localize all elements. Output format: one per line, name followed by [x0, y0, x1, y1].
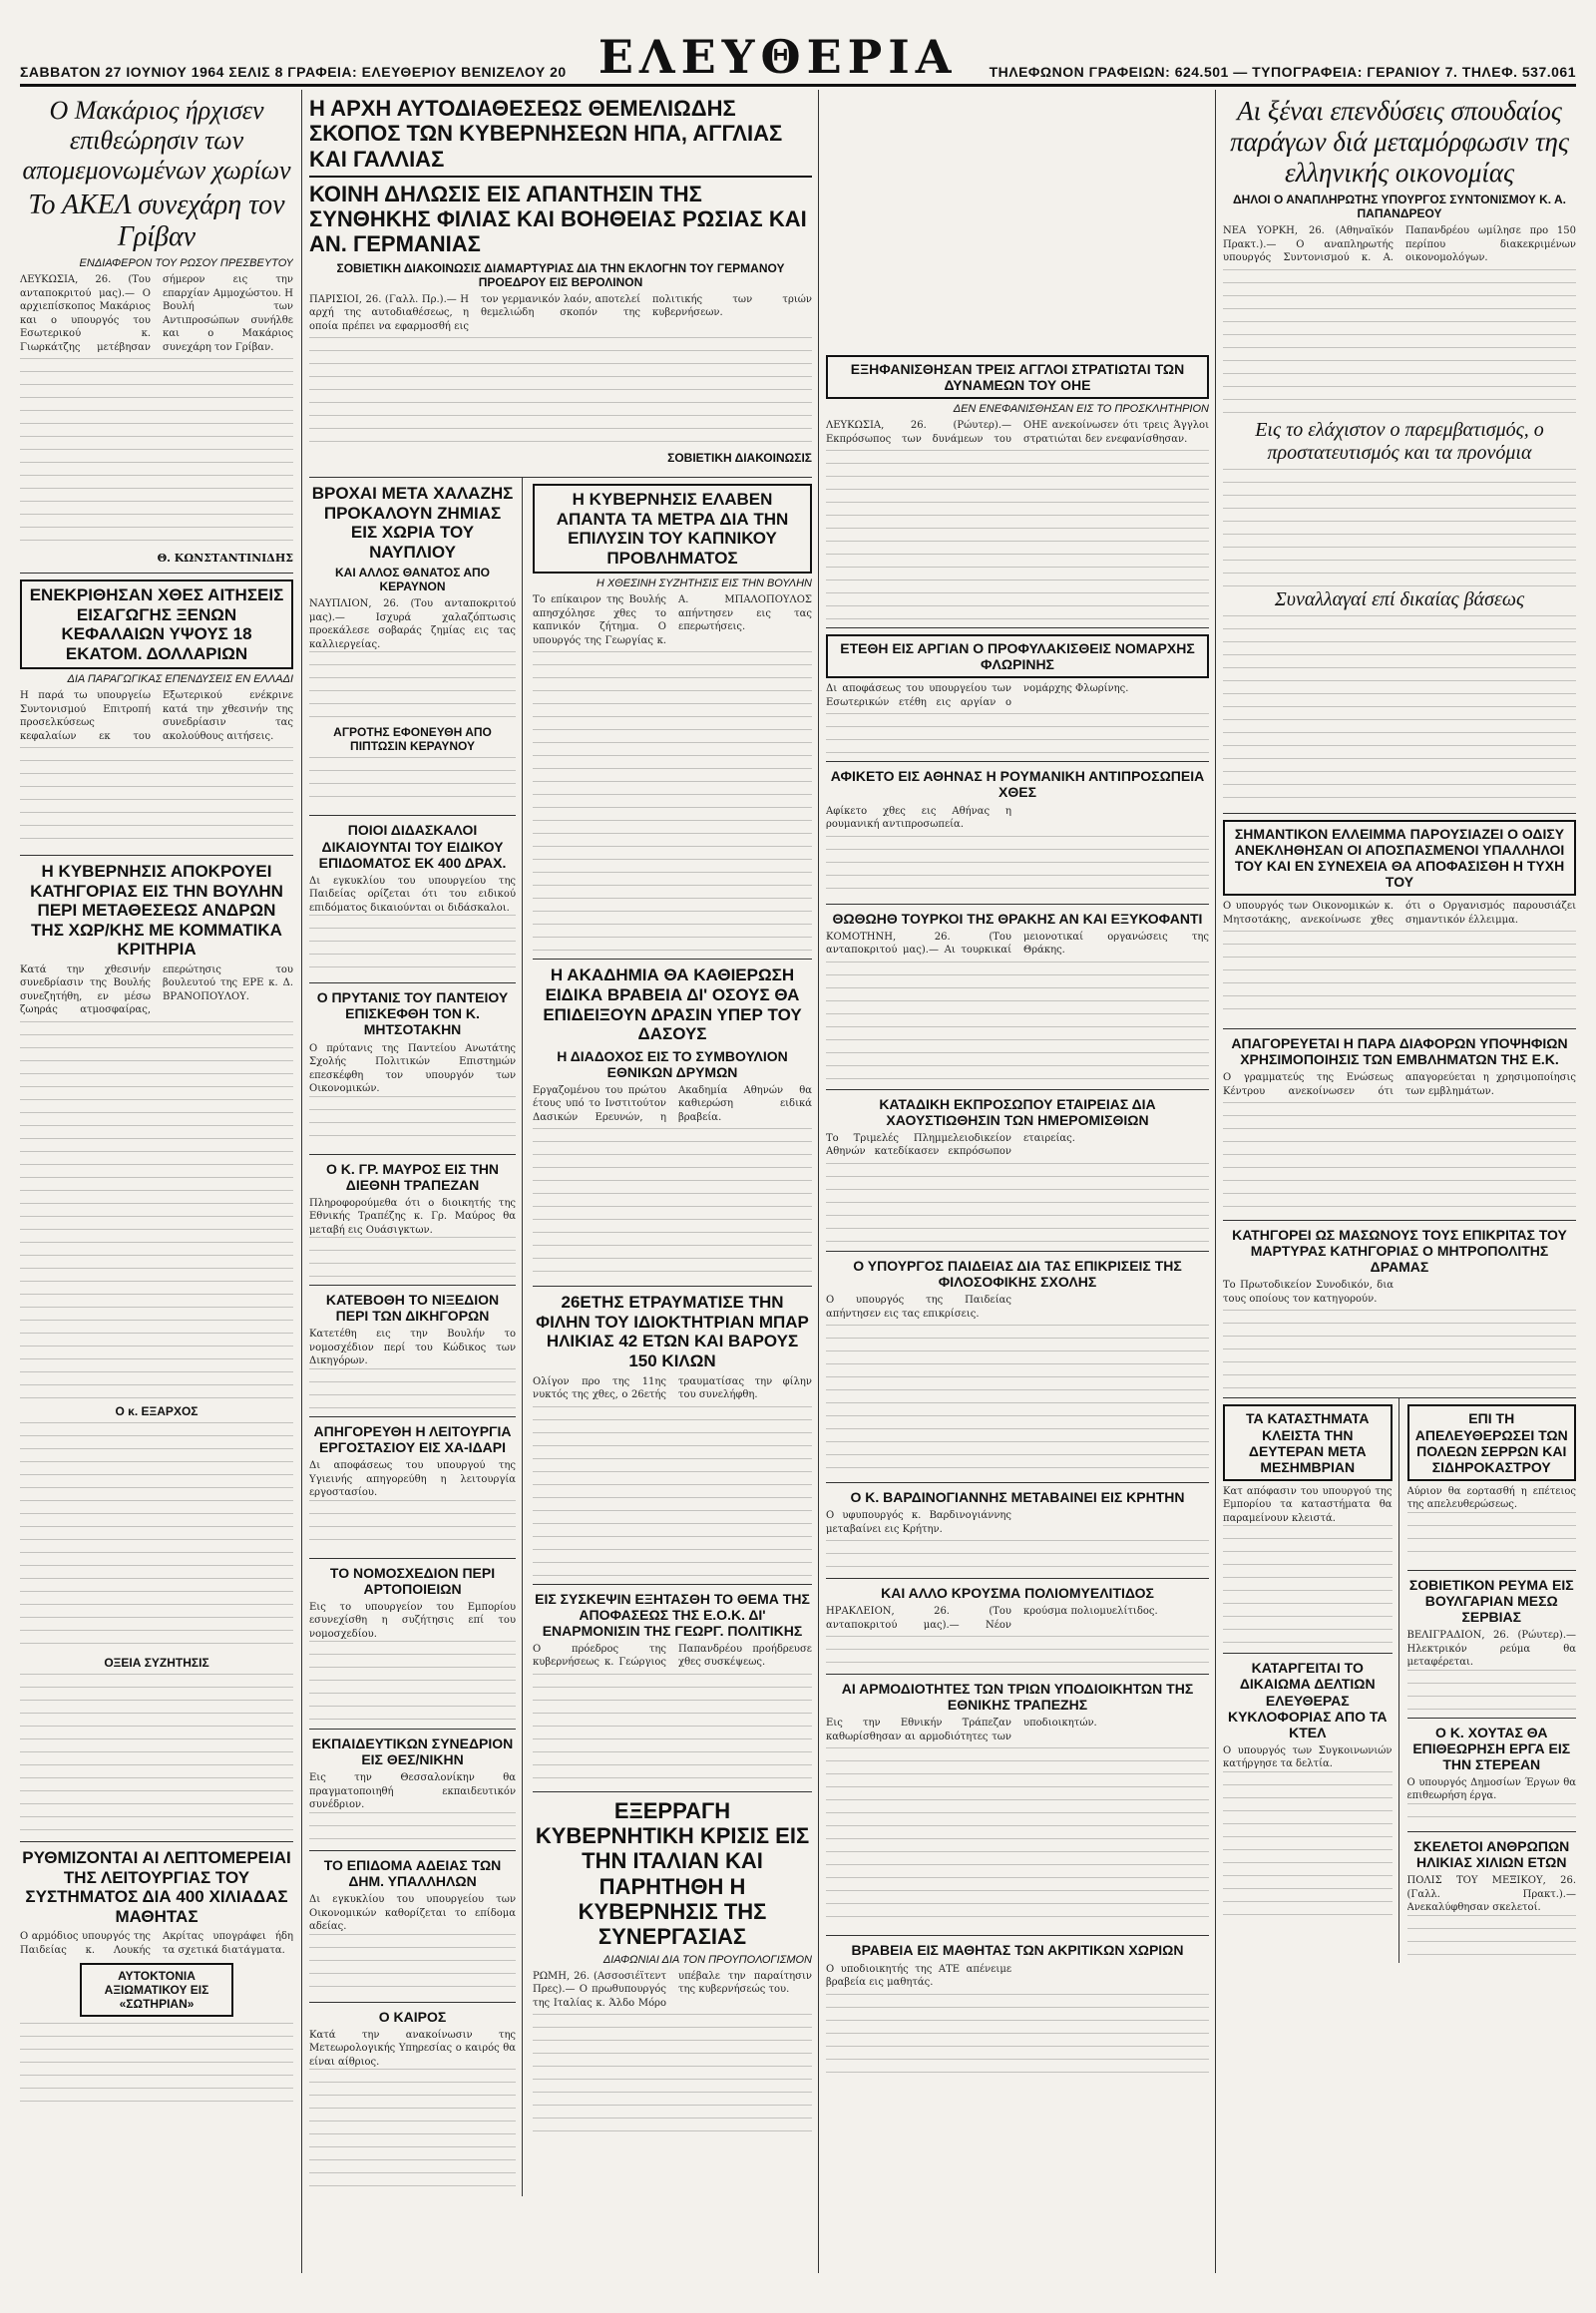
article-government-rejects-body: Κατά την χθεσινήν συνεδρίασιν της Βουλής συνεζητήθη, εν μέσω ζωηράς ατμοσφαίρας, επερώτησις του βουλευτού της ΕΡΕ κ. Δ. ΒΡΑΝΟΠΟΥΛΟΥ. [20, 964, 293, 1016]
article-foreign-capital [20, 574, 293, 856]
article-student-awards-headline: ΒΡΑΒΕΙΑ ΕΙΣ ΜΑΘΗΤΑΣ ΤΩΝ ΑΚΡΙΤΙΚΩΝ ΧΩΡΙΩΝ [851, 1942, 1184, 1959]
article-government-rejects-crosshead-2: ΟΞΕΙΑ ΣΥΖΗΤΗΣΙΣ [104, 1655, 209, 1670]
article-national-bank [826, 1675, 1209, 1936]
article-eec-headline: ΕΙΣ ΣΥΣΚΕΨΙΝ ΕΞΗΤΑΣΘΗ ΤΟ ΘΕΜΑ ΤΗΣ ΑΠΟΦΑΣΕΩΣ ΤΗΣ Ε.Ο.Κ. ΔΙ' ΕΝΑΡΜΟΝΙΣΙΝ ΤΗΣ ΓΕΩΡΓ. ΠΟΛΙΤΙΚΗΣ [535, 1590, 810, 1639]
article-school-system [20, 1842, 293, 2111]
article-weather [309, 2003, 516, 2197]
article-foreign-investment-headline: Αι ξέναι επενδύσεις σπουδαίος παράγων διά μεταμόρφωσιν της ελληνικής οικονομίας [1230, 96, 1569, 189]
article-tobacco-headline: Η ΚΥΒΕΡΝΗΣΙΣ ΕΛΑΒΕΝ ΑΠΑΝΤΑ ΤΑ ΜΕΤΡΑ ΔΙΑ ΤΗΝ ΕΠΙΛΥΣΙΝ ΤΟΥ ΚΑΠΝΙΚΟΥ ΠΡΟΒΛΗΜΑΤΟΣ [533, 484, 812, 574]
article-factory [309, 1417, 516, 1559]
article-polio [826, 1579, 1209, 1675]
article-congress [309, 1730, 516, 1851]
column-2-split [309, 478, 812, 2196]
article-foreign-capital-body: Η παρά τω υπουργείω Συντονισμού Επιτροπή προσελκύσεως κεφαλαίων εκ του Εξωτερικού ενέκρινε κατά την χθεσινήν της συνεδρίασιν τας ακολούθους αιτήσεις. [20, 690, 293, 742]
article-thrace-body: ΚΟΜΟΤΗΝΗ, 26. (Του ανταποκριτού μας).— Αι τουρκικαί μειονοτικαί οργανώσεις της Θράκης. [826, 931, 1209, 957]
article-polio-headline: ΚΑΙ ΑΛΛΟ ΚΡΟΥΣΜΑ ΠΟΛΙΟΜΥΕΛΙΤΙΔΟΣ [881, 1585, 1154, 1602]
column-2 [309, 90, 812, 2273]
column-2a [309, 478, 523, 2196]
article-lawyers-headline: ΚΑΤΕΒΟΘΗ ΤΟ ΝΙΞΕΔΙΟΝ ΠΕΡΙ ΤΩΝ ΔΙΚΗΓΟΡΩΝ [325, 1292, 500, 1325]
article-academy [533, 960, 812, 1287]
article-education-minister-headline: Ο ΥΠΟΥΡΓΟΣ ΠΑΙΔΕΙΑΣ ΔΙΑ ΤΑΣ ΕΠΙΚΡΙΣΕΙΣ ΤΗΣ ΦΙΛΟΣΟΦΙΚΗΣ ΣΧΟΛΗΣ [853, 1257, 1182, 1290]
article-national-bank-headline: ΑΙ ΑΡΜΟΔΙΟΤΗΤΕΣ ΤΩΝ ΤΡΙΩΝ ΥΠΟΔΙΟΙΚΗΤΩΝ ΤΗΣ ΕΘΝΙΚΗΣ ΤΡΑΠΕΖΗΣ [841, 1681, 1194, 1714]
masthead-phone-line: ΤΗΛΕΦΩΝΟΝ ΓΡΑΦΕΙΩΝ: 624.501 — ΤΥΠΟΓΡΑΦΕΙΑ: ΓΕΡΑΝΙΟΥ 7. ΤΗΛΕΦ. 537.061 [989, 64, 1576, 80]
article-makarios-subhead: ΕΝΔΙΑΦΕΡΟΝ ΤΟΥ ΡΩΣΟΥ ΠΡΕΣΒΕΥΤΟΥ [79, 257, 293, 270]
column-1 [20, 90, 293, 2273]
article-lawyers [309, 1286, 516, 1417]
article-odisy-body: Ο υπουργός των Οικονομικών κ. Μητσοτάκης, ανεκοίνωσε χθες ότι ο Οργανισμός παρουσιάζει σημαντικόν έλλειμμα. [1223, 901, 1576, 926]
article-prefect-headline: ΕΤΕΘΗ ΕΙΣ ΑΡΓΙΑΝ Ο ΠΡΟΦΥΛΑΚΙΣΘΕΙΣ ΝΟΜΑΡΧΗΣ ΦΛΩΡΙΝΗΣ [826, 634, 1209, 678]
article-congress-headline: ΕΚΠΑΙΔΕΥΤΙΚΩΝ ΣΥΝΕΔΡΙΟΝ ΕΙΣ ΘΕΣ/ΝΙΚΗΝ [311, 1735, 514, 1768]
article-ktel-headline: ΚΑΤΑΡΓΕΙΤΑΙ ΤΟ ΔΙΚΑΙΩΜΑ ΔΕΛΤΙΩΝ ΕΛΕΥΘΕΡΑΣ ΚΥΚΛΟΦΟΡΙΑΣ ΑΠΟ ΤΑ ΚΤΕΛ [1227, 1660, 1388, 1740]
article-emblems-body: Ο γραμματεύς της Ενώσεως Κέντρου ανεκοίνωσεν ότι απαγορεύεται η χρησιμοποίησις των εμβλημάτων. [1223, 1072, 1576, 1097]
masthead [20, 20, 1576, 87]
column-2b [533, 478, 812, 2196]
article-foreign-capital-subhead: ΔΙΑ ΠΑΡΑΓΩΓΙΚΑΣ ΕΠΕΝΔΥΣΕΙΣ ΕΝ ΕΛΛΑΔΙ [67, 673, 293, 686]
article-serres [1407, 1398, 1577, 1570]
article-masons [1223, 1221, 1576, 1398]
article-weather-headline: Ο ΚΑΙΡΟΣ [378, 2008, 447, 2025]
article-school-system-headline: ΡΥΘΜΙΖΟΝΤΑΙ ΑΙ ΛΕΠΤΟΜΕΡΕΙΑΙ ΤΗΣ ΛΕΙΤΟΥΡΓΙΑΣ ΤΟΥ ΣΥΣΤΗΜΑΤΟΣ ΔΙΑ 400 ΧΙΛΙΑΔΑΣ ΜΑΘΗΤΑΣ [22, 1847, 291, 1926]
article-foreign-investment-crosshead-2: Συναλλαγαί επί δικαίας βάσεως [1274, 587, 1525, 610]
article-conviction [826, 1090, 1209, 1252]
article-tobacco [533, 478, 812, 960]
article-bar-owner-headline: 26ΕΤΗΣ ΕΤΡΑΥΜΑΤΙΣΕ ΤΗΝ ΦΙΛΗΝ ΤΟΥ ΙΔΙΟΚΤΗΤΡΙΑΝ ΜΠΑΡ ΗΛΙΚΙΑΣ 42 ΕΤΩΝ ΚΑΙ ΒΑΡΟΥΣ 150 ΚΙΛΩΝ [536, 1293, 809, 1370]
article-academy-body: Εργαζομένου του πρώτου έτους υπό το Ινστιτούτον Δασικών Ερευνών, η Ακαδημία Αθηνών θα καθιερώση ειδικά βραβεία. [533, 1084, 812, 1123]
column-rule [818, 90, 819, 2273]
article-hail-crosshead: ΑΓΡΟΤΗΣ ΕΦΟΝΕΥΘΗ ΑΠΟ ΠΙΠΤΩΣΙΝ ΚΕΡΑΥΝΟΥ [333, 725, 492, 754]
article-tobacco-body: Το επίκαιρον της Βουλής απησχόλησε χθες το καπνικόν ζήτημα. Ο υπουργός της Γεωργίας κ. Α. ΜΠΑΛΟΠΟΥΛΟΣ απήντησεν εις τας επερωτήσεις. [533, 594, 812, 646]
article-soviet-power [1407, 1571, 1577, 1719]
article-vardinogiannis [826, 1483, 1209, 1579]
article-ktel [1223, 1654, 1393, 1928]
article-mavros [309, 1155, 516, 1287]
article-teachers-body: Δι εγκυκλίου του υπουργείου της Παιδείας ορίζεται ότι του ειδικού επιδόματος δικαιούνται οι διδάσκαλοι. [309, 875, 517, 914]
article-romanian-delegation-headline: ΑΦΙΚΕΤΟ ΕΙΣ ΑΘΗΝΑΣ Η ΡΟΥΜΑΝΙΚΗ ΑΝΤΙΠΡΟΣΩΠΕΙΑ ΧΘΕΣ [830, 768, 1205, 801]
article-odisy [1223, 814, 1576, 1029]
column-rule [1215, 90, 1216, 2273]
article-bar-owner-body: Ολίγον προ της 11ης νυκτός της χθες, ο 26ετής τραυματίσας την φίλην του συνελήφθη. [533, 1375, 812, 1401]
article-italy-crisis-subhead: ΔΙΑΦΩΝΙΑΙ ΔΙΑ ΤΟΝ ΠΡΟΥΠΟΛΟΓΙΣΜΟΝ [602, 1953, 812, 1966]
article-emblems [1223, 1029, 1576, 1221]
article-skeletons [1407, 1832, 1577, 1963]
article-ktel-body: Ο υπουργός των Συγκοινωνιών κατήργησε τα δελτία. [1223, 1744, 1393, 1770]
article-government-rejects-crosshead: Ο κ. ΕΞΑΡΧΟΣ [115, 1403, 199, 1418]
article-bar-owner [533, 1287, 812, 1584]
column-5b [1407, 1398, 1577, 1962]
article-shops-closed-headline: ΤΑ ΚΑΤΑΣΤΗΜΑΤΑ ΚΛΕΙΣΤΑ ΤΗΝ ΔΕΥΤΕΡΑΝ ΜΕΤΑ ΜΕΣΗΜΒΡΙΑΝ [1223, 1404, 1393, 1480]
lead-headline: Η ΑΡΧΗ ΑΥΤΟΔΙΑΘΕΣΕΩΣ ΘΕΜΕΛΙΩΔΗΣ ΣΚΟΠΟΣ ΤΩΝ ΚΥΒΕΡΝΗΣΕΩΝ ΗΠΑ, ΑΓΓΛΙΑΣ ΚΑΙ ΓΑΛΛΙΑΣ [309, 96, 783, 172]
article-academy-headline-2: Η ΔΙΑΔΟΧΟΣ ΕΙΣ ΤΟ ΣΥΜΒΟΥΛΙΟΝ ΕΘΝΙΚΩΝ ΔΡΥΜΩΝ [557, 1047, 788, 1080]
article-eec-body: Ο πρόεδρος της κυβερνήσεως κ. Γεώργιος Παπανδρέου προήδρευσε χθες συσκέψεως. [533, 1643, 812, 1669]
article-teachers [309, 816, 516, 983]
page-columns [20, 90, 1576, 2273]
article-academy-headline: Η ΑΚΑΔΗΜΙΑ ΘΑ ΚΑΘΙΕΡΩΣΗ ΕΙΔΙΚΑ ΒΡΑΒΕΙΑ ΔΙ' ΟΣΟΥΣ ΘΑ ΕΠΙΔΕΙΞΟΥΝ ΔΡΑΣΙΝ ΥΠΕΡ ΤΟΥ ΔΑΣΟΥΣ [543, 965, 802, 1044]
article-school-system-body: Ο αρμόδιος υπουργός της Παιδείας κ. Λουκής Ακρίτας υπογράφει ήδη τα σχετικά διατάγματα. [20, 1931, 293, 1956]
article-shops-closed-body: Κατ απόφασιν του υπουργού της Εμπορίου τα καταστήματα θα παραμείνουν κλειστά. [1223, 1485, 1393, 1524]
article-soldiers-subhead: ΔΕΝ ΕΝΕΦΑΝΙΣΘΗΣΑΝ ΕΙΣ ΤΟ ΠΡΟΣΚΛΗΤΗΡΙΟΝ [953, 403, 1209, 416]
article-government-rejects [20, 856, 293, 1842]
article-romanian-delegation [826, 762, 1209, 904]
article-factory-headline: ΑΠΗΓΟΡΕΥΘΗ Η ΛΕΙΤΟΥΡΓΙΑ ΕΡΓΟΣΤΑΣΙΟΥ ΕΙΣ ΧΑ-ΙΔΑΡΙ [313, 1422, 512, 1455]
article-houtas-headline: Ο Κ. ΧΟΥΤΑΣ ΘΑ ΕΠΙΘΕΩΡΗΣΗ ΕΡΓΑ ΕΙΣ ΤΗΝ ΣΤΕΡΕΑΝ [1412, 1724, 1571, 1772]
article-odisy-headline: ΣΗΜΑΝΤΙΚΟΝ ΕΛΛΕΙΜΜΑ ΠΑΡΟΥΣΙΑΖΕΙ Ο ΟΔΙΣΥ ΑΝΕΚΛΗΘΗΣΑΝ ΟΙ ΑΠΟΣΠΑΣΜΕΝΟΙ ΥΠΑΛΛΗΛΟΙ ΤΟΥ ΚΑΙ ΕΝ ΣΥΝΕΧΕΙΑ ΘΑ ΑΠΟΦΑΣΙΣΘΗ Η ΤΥΧΗ ΤΟΥ [1223, 820, 1576, 896]
article-mavros-body: Πληροφορούμεθα ότι ο διοικητής της Εθνικής Τραπέζης κ. Γρ. Μαύρος θα μεταβή εις Ουάσιγκτων. [309, 1197, 517, 1236]
article-eec [533, 1585, 812, 1792]
article-hail-headline: ΒΡΟΧΑΙ ΜΕΤΑ ΧΑΛΑΖΗΣ ΠΡΟΚΑΛΟΥΝ ΖΗΜΙΑΣ ΕΙΣ ΧΩΡΙΑ ΤΟΥ ΝΑΥΠΛΙΟΥ [311, 484, 514, 562]
article-foreign-investment-crosshead: Εις το ελάχιστον ο παρεμβατισμός, ο προστατευτισμός και τα προνόμια [1255, 418, 1544, 464]
article-soviet-power-headline: ΣΟΒΙΕΤΙΚΟΝ ΡΕΥΜΑ ΕΙΣ ΒΟΥΛΓΑΡΙΑΝ ΜΕΣΩ ΣΕΡΒΙΑΣ [1408, 1576, 1574, 1626]
article-foreign-investment [1223, 90, 1576, 814]
article-emblems-headline: ΑΠΑΓΟΡΕΥΕΤΑΙ Η ΠΑΡΑ ΔΙΑΦΟΡΩΝ ΥΠΟΨΗΦΙΩΝ ΧΡΗΣΙΜΟΠΟΙΗΣΙΣ ΤΩΝ ΕΜΒΛΗΜΑΤΩΝ ΤΗΣ Ε.Κ. [1231, 1035, 1568, 1068]
article-conviction-body: Το Τριμελές Πλημμελειοδικείον Αθηνών κατεδίκασεν εκπρόσωπον εταιρείας. [826, 1132, 1075, 1158]
column-5 [1223, 90, 1576, 2273]
article-thrace [826, 905, 1209, 1090]
article-foreign-investment-subhead: ΔΗΛΟΙ Ο ΑΝΑΠΛΗΡΩΤΗΣ ΥΠΟΥΡΓΟΣ ΣΥΝΤΟΝΙΣΜΟΥ Κ. Α. ΠΑΠΑΝΔΡΕΟΥ [1233, 193, 1566, 221]
article-teachers-headline: ΠΟΙΟΙ ΔΙΔΑΣΚΑΛΟΙ ΔΙΚΑΙΟΥΝΤΑΙ ΤΟΥ ΕΙΔΙΚΟΥ ΕΠΙΔΟΜΑΤΟΣ ΕΚ 400 ΔΡΑΧ. [318, 822, 507, 871]
article-education-minister-body: Ο υπουργός της Παιδείας απήντησεν εις τας επικρίσεις. [826, 1295, 1011, 1320]
article-bakeries-body: Εις το υπουργείον του Εμπορίου εσυνεχίσθη η συζήτησις επί του νομοσχεδίου. [309, 1601, 517, 1640]
article-panteion-body: Ο πρύτανις της Παντείου Ανωτάτης Σχολής Πολιτικών Επιστημών επεσκέφθη τον υπουργόν των Οικονομικών. [309, 1042, 517, 1095]
article-weather-body: Κατά την ανακοίνωσιν της Μετεωρολογικής Υπηρεσίας ο καιρός θα είναι αίθριος. [309, 2029, 517, 2068]
article-hail [309, 478, 516, 816]
article-government-rejects-headline: Η ΚΥΒΕΡΝΗΣΙΣ ΑΠΟΚΡΟΥΕΙ ΚΑΤΗΓΟΡΙΑΣ ΕΙΣ ΤΗΝ ΒΟΥΛΗΝ ΠΕΡΙ ΜΕΤΑΘΕΣΕΩΣ ΑΝΔΡΩΝ ΤΗΣ ΧΩΡ/ΚΗΣ ΜΕ ΚΟΜΜΑΤΙΚΑ ΚΡΙΤΗΡΙΑ [30, 862, 283, 960]
article-serres-body: Αύριον θα εορτασθή η επέτειος της απελευθερώσεως. [1406, 1485, 1576, 1511]
article-makarios-signature: Θ. ΚΩΝΣΤΑΝΤΙΝΙΔΗΣ [157, 552, 293, 566]
article-panteion [309, 983, 516, 1154]
masthead-date-line: ΣΑΒΒΑΤΟΝ 27 ΙΟΥΝΙΟΥ 1964 ΣΕΛΙΣ 8 ΓΡΑΦΕΙΑ: ΕΛΕΥΘΕΡΙΟΥ ΒΕΝΙΖΕΛΟΥ 20 [20, 64, 567, 80]
article-leave-allowance [309, 1851, 516, 2003]
article-houtas [1407, 1719, 1577, 1832]
newspaper-page [20, 20, 1576, 2273]
article-hail-body: ΝΑΥΠΛΙΟΝ, 26. (Του ανταποκριτού μας).— Ισχυρά χαλαζόπτωσις προεκάλεσε σοβαράς ζημίας εις τας καλλιεργείας. [309, 598, 517, 650]
article-mavros-headline: Ο Κ. ΓΡ. ΜΑΥΡΟΣ ΕΙΣ ΤΗΝ ΔΙΕΘΝΗ ΤΡΑΠΕΖΑΝ [325, 1160, 500, 1193]
article-factory-body: Δι αποφάσεως του υπουργού της Υγιεινής απηγορεύθη η λειτουργία εργοστασίου. [309, 1460, 517, 1499]
article-foreign-capital-headline: ΕΝΕΚΡΙΘΗΣΑΝ ΧΘΕΣ ΑΙΤΗΣΕΙΣ ΕΙΣΑΓΩΓΗΣ ΞΕΝΩΝ ΚΕΦΑΛΑΙΩΝ ΥΨΟΥΣ 18 ΕΚΑΤΟΜ. ΔΟΛΛΑΡΙΩΝ [20, 579, 293, 669]
article-romanian-delegation-body: Αφίκετο χθες εις Αθήνας η ρουμανική αντιπροσωπεία. [826, 805, 1011, 831]
article-leave-allowance-body: Δι εγκυκλίου του υπουργείου των Οικονομικών καθορίζεται το επίδομα αδείας. [309, 1894, 517, 1933]
article-soldiers-body: ΛΕΥΚΩΣΙΑ, 26. (Ρώυτερ).— Εκπρόσωπος των δυνάμεων του ΟΗΕ ανεκοίνωσεν ότι τρεις Άγγλοι στρατιώται δεν ενεφανίσθησαν. [826, 420, 1209, 445]
article-makarios-body: ΛΕΥΚΩΣΙΑ, 26. (Του ανταποκριτού μας).— Ο αρχιεπίσκοπος Μακάριος και ο υπουργός του Εσωτερικού κ. Γιωρκάτζης μετέβησαν σήμερον εις την επαρχίαν Αμμοχώστου. Η Βουλή των Αντιπροσώπων συνήλθε και ο Μακάριος συνεχάρη τον Γρίβαν. [20, 274, 293, 353]
article-tobacco-subhead: Η ΧΘΕΣΙΝΗ ΣΥΖΗΤΗΣΙΣ ΕΙΣ ΤΗΝ ΒΟΥΛΗΝ [596, 578, 812, 590]
article-lead-self-determination [309, 90, 812, 478]
article-lawyers-body: Κατετέθη εις την Βουλήν το νομοσχέδιον περί του Κώδικος των Δικηγόρων. [309, 1329, 517, 1367]
article-makarios-headline-2: Το ΑΚΕΛ συνεχάρη τον Γρίβαν [28, 189, 285, 252]
lead-crosshead: ΣΟΒΙΕΤΙΚΗ ΔΙΑΚΟΙΝΩΣΙΣ [667, 451, 812, 466]
article-panteion-headline: Ο ΠΡΥΤΑΝΙΣ ΤΟΥ ΠΑΝΤΕΙΟΥ ΕΠΙΣΚΕΦΘΗ ΤΟΝ Κ. ΜΗΤΣΟΤΑΚΗΝ [316, 989, 509, 1038]
article-hail-subhead: ΚΑΙ ΑΛΛΟΣ ΘΑΝΑΤΟΣ ΑΠΟ ΚΕΡΑΥΝΟΝ [335, 566, 491, 594]
article-soldiers [826, 349, 1209, 628]
article-conviction-headline: ΚΑΤΑΔΙΚΗ ΕΚΠΡΟΣΩΠΟΥ ΕΤΑΙΡΕΙΑΣ ΔΙΑ ΧΑΟΥΣΤΙΩΘΗΣΙΝ ΤΩΝ ΗΜΕΡΟΜΙΣΘΙΩΝ [879, 1095, 1156, 1128]
article-houtas-body: Ο υπουργός Δημοσίων Έργων θα επιθεωρήση έργα. [1406, 1776, 1576, 1802]
article-bakeries [309, 1559, 516, 1731]
article-italy-crisis-body: ΡΩΜΗ, 26. (Ασσοσιέϊτεντ Πρες).— Ο πρωθυπουργός της Ιταλίας κ. Άλδο Μόρο υπέβαλε την παραίτησιν της κυβερνήσεώς του. [533, 1970, 812, 2009]
column-5a [1223, 1398, 1399, 1962]
column-5-split [1223, 1398, 1576, 1962]
lead-subhead: ΣΟΒΙΕΤΙΚΗ ΔΙΑΚΟΙΝΩΣΙΣ ΔΙΑΜΑΡΤΥΡΙΑΣ ΔΙΑ ΤΗΝ ΕΚΛΟΓΗΝ ΤΟΥ ΓΕΡΜΑΝΟΥ ΠΡΟΕΔΡΟΥ ΕΙΣ ΒΕΡΟΛΙΝΟΝ [336, 260, 785, 289]
article-student-awards [826, 1936, 1209, 2081]
article-skeletons-headline: ΣΚΕΛΕΤΟΙ ΑΝΘΡΩΠΩΝ ΗΛΙΚΙΑΣ ΧΙΛΙΩΝ ΕΤΩΝ [1413, 1837, 1570, 1871]
article-vardinogiannis-headline: Ο Κ. ΒΑΡΔΙΝΟΓΙΑΝΝΗΣ ΜΕΤΑΒΑΙΝΕΙ ΕΙΣ ΚΡΗΤΗΝ [850, 1489, 1185, 1506]
article-foreign-investment-body: ΝΕΑ ΥΟΡΚΗ, 26. (Αθηναϊκόν Πρακτ.).— Ο αναπληρωτής υπουργός Συντονισμού κ. Α. Παπανδρέου ωμίλησε προ 150 περίπου διακεκριμένων οικονομολόγων. [1223, 225, 1576, 264]
column-rule [301, 90, 302, 2273]
article-masons-headline: ΚΑΤΗΓΟΡΕΙ ΩΣ ΜΑΣΩΝΟΥΣ ΤΟΥΣ ΕΠΙΚΡΙΤΑΣ ΤΟΥ ΜΑΡΤΥΡΑΣ ΚΑΤΗΓΟΡΙΑΣ Ο ΜΗΤΡΟΠΟΛΙΤΗΣ ΔΡΑΜΑΣ [1232, 1227, 1567, 1276]
article-prefect [826, 628, 1209, 762]
article-shops-closed [1223, 1398, 1393, 1654]
article-makarios-headline: Ο Μακάριος ήρχισεν επιθεώρησιν των απομεμονωμένων χωρίων [22, 96, 291, 185]
article-polio-body: ΗΡΑΚΛΕΙΟΝ, 26. (Του ανταποκριτού μας).— Νέον κρούσμα πολιομυελίτιδος. [826, 1606, 1158, 1631]
article-soviet-power-body: ΒΕΛΙΓΡΑΔΙΟΝ, 26. (Ρώυτερ).— Ηλεκτρικόν ρεύμα θα μεταφέρεται. [1406, 1630, 1576, 1669]
article-student-awards-body: Ο υποδιοικητής της ΑΤΕ απένειμε βραβεία εις μαθητάς. [826, 1963, 1011, 1988]
article-bakeries-headline: ΤΟ ΝΟΜΟΣΧΕΔΙΟΝ ΠΕΡΙ ΑΡΤΟΠΟΙΕΙΩΝ [329, 1564, 496, 1597]
article-national-bank-body: Εις την Εθνικήν Τράπεζαν καθωρίσθησαν αι αρμοδιότητες των υποδιοικητών. [826, 1718, 1097, 1742]
article-suicide-box: ΑΥΤΟΚΤΟΝΙΑ ΑΞΙΩΜΑΤΙΚΟΥ ΕΙΣ «ΣΩΤΗΡΙΑΝ» [80, 1963, 233, 2017]
column-4 [826, 349, 1209, 2273]
article-congress-body: Εις την Θεσσαλονίκην θα πραγματοποιηθή εκπαιδευτικόν συνέδριον. [309, 1772, 517, 1811]
article-soldiers-headline: ΕΞΗΦΑΝΙΣΘΗΣΑΝ ΤΡΕΙΣ ΑΓΓΛΟΙ ΣΤΡΑΤΙΩΤΑΙ ΤΩΝ ΔΥΝΑΜΕΩΝ ΤΟΥ ΟΗΕ [826, 355, 1209, 399]
article-serres-headline: ΕΠΙ ΤΗ ΑΠΕΛΕΥΘΕΡΩΣΕΙ ΤΩΝ ΠΟΛΕΩΝ ΣΕΡΡΩΝ ΚΑΙ ΣΙΔΗΡΟΚΑΣΤΡΟΥ [1407, 1404, 1577, 1480]
article-leave-allowance-headline: ΤΟ ΕΠΙΔΟΜΑ ΑΔΕΙΑΣ ΤΩΝ ΔΗΜ. ΥΠΑΛΛΗΛΩΝ [323, 1856, 502, 1890]
article-skeletons-body: ΠΟΛΙΣ ΤΟΥ ΜΕΞΙΚΟΥ, 26. (Γαλλ. Πρακτ.).— Ανεκαλύφθησαν σκελετοί. [1406, 1875, 1576, 1914]
article-italy-crisis-headline: ΕΞΕΡΡΑΓΗ ΚΥΒΕΡΝΗΤΙΚΗ ΚΡΙΣΙΣ ΕΙΣ ΤΗΝ ΙΤΑΛΙΑΝ ΚΑΙ ΠΑΡΗΤΗΘΗ Η ΚΥΒΕΡΝΗΣΙΣ ΤΗΣ ΣΥΝΕΡΓΑΣΙΑΣ [535, 1797, 810, 1950]
article-vardinogiannis-body: Ο υφυπουργός κ. Βαρδινογιάννης μεταβαίνει εις Κρήτην. [826, 1510, 1011, 1535]
article-thrace-headline: ΘΩΘΩΗΘ ΤΟΥΡΚΟΙ ΤΗΣ ΘΡΑΚΗΣ ΑΝ ΚΑΙ ΕΞΥΚΟΦΑΝΤΙ [832, 910, 1203, 927]
lead-body: ΠΑΡΙΣΙΟΙ, 26. (Γαλλ. Πρ.).— Η αρχή της αυτοδιαθέσεως, η οποία πρέπει να εφαρμοσθή εις τον γερμανικόν λαόν, αποτελεί θεμελιώδη σκοπόν της πολιτικής των τριών κυβερνήσεων. [309, 293, 812, 332]
article-italy-crisis [533, 1792, 812, 2141]
article-masons-body: Το Πρωτοδικείον Συνοδικόν, δια τους οποίους τον κατηγορούν. [1223, 1280, 1394, 1305]
article-education-minister [826, 1252, 1209, 1483]
article-makarios [20, 90, 293, 574]
article-prefect-body: Δι αποφάσεως του υπουργείου των Εσωτερικών ετέθη εις αργίαν ο νομάρχης Φλωρίνης. [826, 683, 1129, 708]
masthead-title: ΕΛΕΥΘΕΡΙΑ [598, 30, 958, 84]
lead-headline-2: ΚΟΙΝΗ ΔΗΛΩΣΙΣ ΕΙΣ ΑΠΑΝΤΗΣΙΝ ΤΗΣ ΣΥΝΘΗΚΗΣ ΦΙΛΙΑΣ ΚΑΙ ΒΟΗΘΕΙΑΣ ΡΩΣΙΑΣ ΚΑΙ ΑΝ. ΓΕΡΜΑΝΙΑΣ [309, 176, 812, 257]
